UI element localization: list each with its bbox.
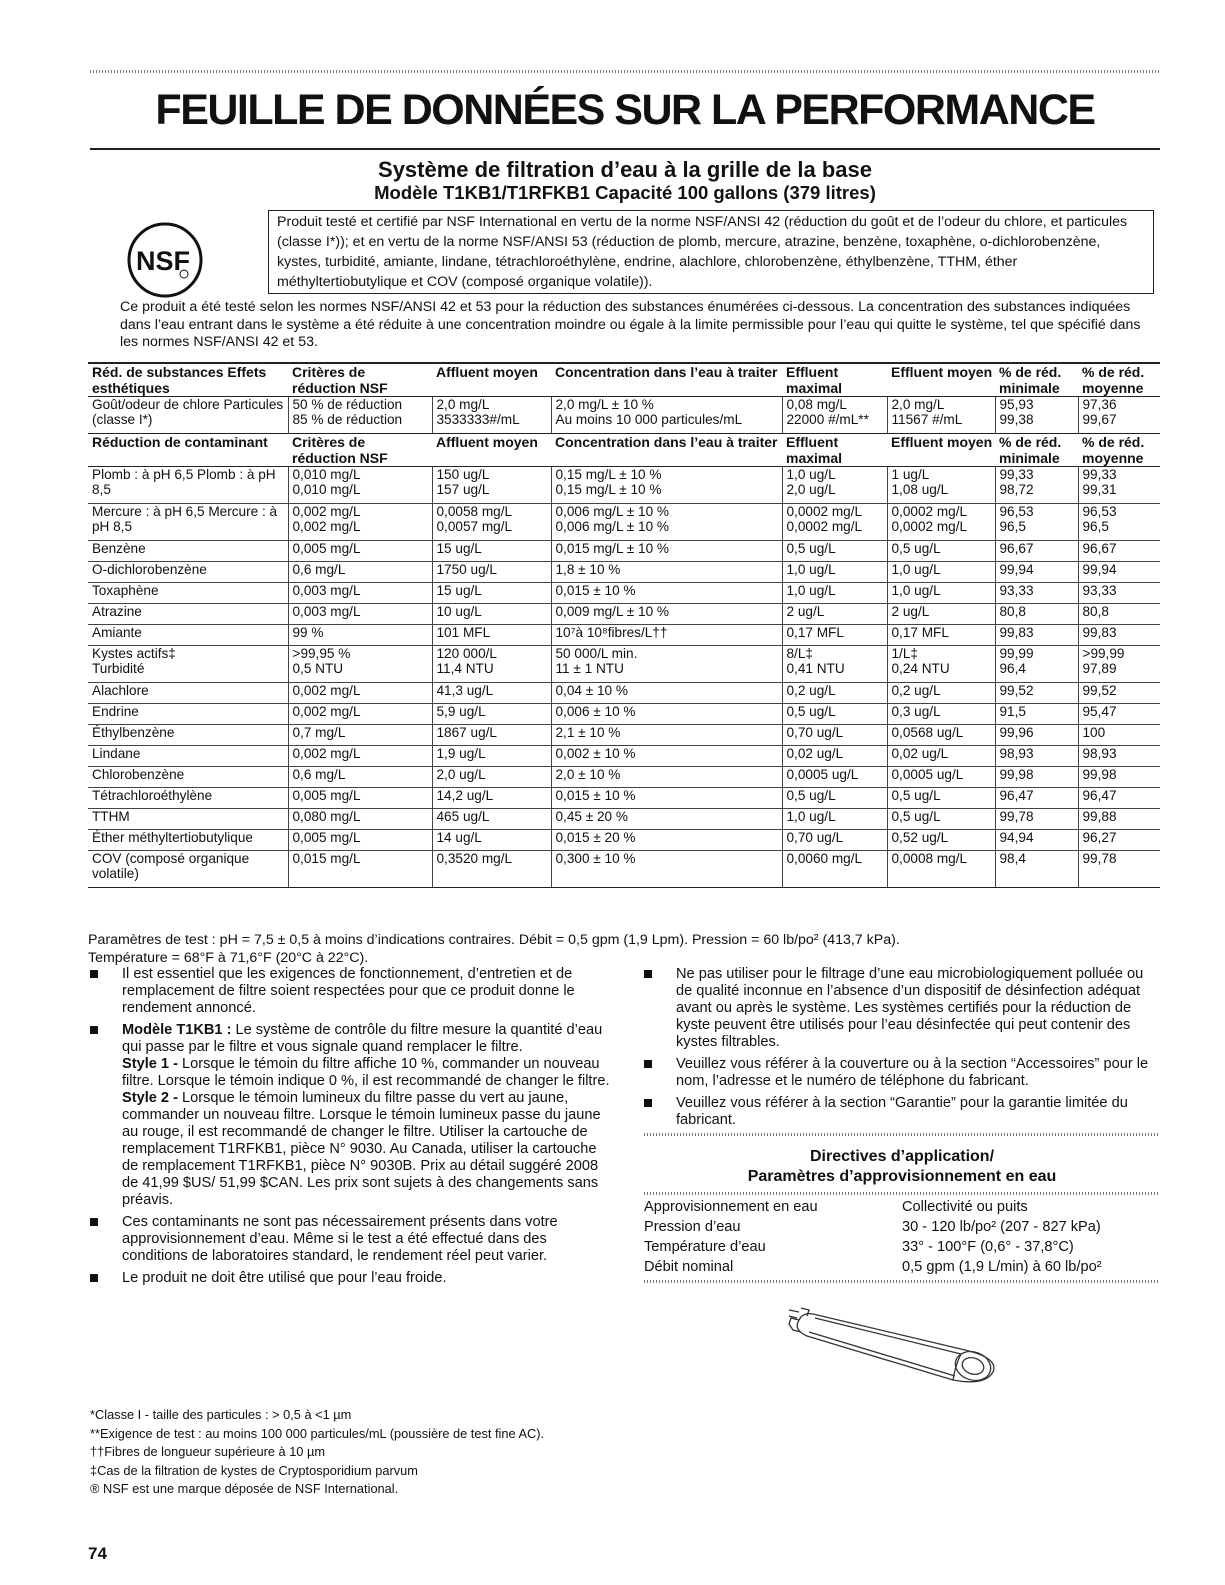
nsf-logo-icon <box>125 220 205 300</box>
table-header-cell: % de réd. minimale <box>995 363 1078 397</box>
title-rule <box>90 148 1160 150</box>
table-cell: 0,300 ± 10 % <box>551 851 782 888</box>
table-cell: 96,47 <box>995 788 1078 809</box>
bullet-item <box>644 1056 1160 1090</box>
table-cell: 2,0 mg/L 11567 #/mL <box>887 397 995 434</box>
directives-title <box>644 1147 1160 1187</box>
table-cell: 96,53 96,5 <box>1078 504 1160 541</box>
table-cell: 98,93 <box>995 746 1078 767</box>
directives-title-line-2: Paramètres d’approvisionnement en eau <box>747 1168 1057 1185</box>
intro-paragraph: Ce produit a été testé selon les normes NSF/ANSI 42 et 53 pour la réduction des substances énumérées ci-dessous. La concentration des substances indiquées dans l’eau entrant dans le système a été réduite à une concentration moindre ou égale à la limite permissible pour l’eau qui quitte le système, tel que spécifié dans les normes NSF/ANSI 42 et 53. <box>120 299 1141 350</box>
table-header-cell: Affluent moyen <box>432 434 551 467</box>
table-cell: 99,98 <box>1078 767 1160 788</box>
table-cell: 99,96 <box>995 725 1078 746</box>
table-cell: 2,0 ug/L <box>432 767 551 788</box>
table-cell: Goût/odeur de chlore Particules (classe I*) <box>92 397 284 427</box>
bullet-item <box>90 1270 610 1287</box>
bullet-text: Veuillez vous référer à la couverture ou à la section “Accessoires” pour le nom, l’adresse et le numéro de téléphone du fabricant. <box>676 1056 1149 1089</box>
table-cell: 0,002 ± 10 % <box>551 746 782 767</box>
style-1-text: Lorsque le témoin du filtre affiche 10 %, commander un nouveau filtre. Lorsque le témoin indique 0 %, il est recommandé de changer le filtre. <box>122 1056 610 1089</box>
table-cell: 41,3 ug/L <box>432 683 551 704</box>
table-cell: 0,5 ug/L <box>782 788 887 809</box>
table-cell: 95,47 <box>1078 704 1160 725</box>
table-cell: 1,0 ug/L <box>782 809 887 830</box>
table-row <box>88 467 1160 504</box>
table-cell: Toxaphène <box>88 583 288 604</box>
right-bullet-column <box>644 966 1160 1134</box>
supply-row <box>644 1257 1160 1277</box>
supply-value: 0,5 gpm (1,9 L/min) à 60 lb/po² <box>902 1259 1102 1275</box>
table-header-cell: % de réd. moyenne <box>1078 363 1160 397</box>
table-cell: 0,17 MFL <box>887 625 995 646</box>
table-cell: 1 ug/L 1,08 ug/L <box>887 467 995 504</box>
nsf-logo-text: NSF <box>136 246 190 276</box>
table-row <box>88 746 1160 767</box>
table-cell: Éthylbenzène <box>88 725 288 746</box>
table-cell: 10 ug/L <box>432 604 551 625</box>
table-cell: 0,0060 mg/L <box>782 851 887 888</box>
bullet-item <box>90 1214 610 1265</box>
table-cell: 99,83 <box>1078 625 1160 646</box>
table-cell: 99,78 <box>1078 851 1160 888</box>
table-cell: 93,33 <box>1078 583 1160 604</box>
table-cell: 50 % de réduction 85 % de réduction <box>288 397 432 434</box>
table-header-row <box>88 434 1160 467</box>
table-header-cell: Effluent moyen <box>887 434 995 467</box>
table-cell: 0,70 ug/L <box>782 830 887 851</box>
table-cell: 99,98 <box>995 767 1078 788</box>
table-cell: COV (composé organique volatile) <box>88 851 288 888</box>
filter-cartridge-icon <box>785 1300 1015 1390</box>
table-cell: 0,0005 ug/L <box>887 767 995 788</box>
table-cell: 0,015 ± 20 % <box>551 830 782 851</box>
square-bullet-icon <box>644 1099 652 1107</box>
table-header-cell: Réd. de substances Effets esthétiques <box>88 363 288 397</box>
section-dotted-rule <box>644 1133 1160 1136</box>
table-row <box>88 504 1160 541</box>
table-cell: Mercure : à pH 6,5 Mercure : à pH 8,5 <box>88 504 288 541</box>
table-cell: 80,8 <box>1078 604 1160 625</box>
table-row <box>88 767 1160 788</box>
certification-box: Produit testé et certifié par NSF International en vertu de la norme NSF/ANSI 42 (réduction du goût et de l’odeur du chlore, et particules (classe I*)); et en vertu de la norme NSF/ANSI 53 (réduction de plomb, mercure, atrazine, benzène, toxaphène, o-dichlorobenzène, kystes, turbidité, amiante, lindane, tétrachloroéthylène, endrine, alachlore, chlorobenzène, éthylbenzène, TTHM, éther méthyltertiobutylique et COV (composé organique volatile)). <box>268 210 1154 294</box>
table-cell: 14 ug/L <box>432 830 551 851</box>
table-cell: 150 ug/L 157 ug/L <box>432 467 551 504</box>
supply-label: Approvisionnement en eau <box>644 1199 818 1215</box>
supply-value: 30 - 120 lb/po² (207 - 827 kPa) <box>902 1219 1101 1235</box>
table-cell: 98,93 <box>1078 746 1160 767</box>
table-cell: 0,17 MFL <box>782 625 887 646</box>
table-cell: 2,0 ± 10 % <box>551 767 782 788</box>
square-bullet-icon <box>644 1060 652 1068</box>
supply-label: Pression d’eau <box>644 1219 741 1235</box>
table-cell: 0,6 mg/L <box>288 562 432 583</box>
table-cell: 0,2 ug/L <box>887 683 995 704</box>
table-cell: 0,52 ug/L <box>887 830 995 851</box>
table-cell: 1,0 ug/L <box>887 583 995 604</box>
table-cell: 0,0005 ug/L <box>782 767 887 788</box>
table-cell: 0,3520 mg/L <box>432 851 551 888</box>
table-row <box>88 851 1160 888</box>
table-cell: 0,005 mg/L <box>288 830 432 851</box>
table-cell: 101 MFL <box>432 625 551 646</box>
table-cell: 97,36 99,67 <box>1078 397 1160 434</box>
table-cell: 2,1 ± 10 % <box>551 725 782 746</box>
table-cell: Lindane <box>88 746 288 767</box>
table-header-cell: Effluent moyen <box>887 363 995 397</box>
table-cell: 0,002 mg/L <box>288 704 432 725</box>
table-cell: 0,005 mg/L <box>288 788 432 809</box>
table-cell: Chlorobenzène <box>88 767 288 788</box>
footnote: *Classe I - taille des particules : > 0,5 à <1 µm <box>90 1407 352 1422</box>
table-cell: 1867 ug/L <box>432 725 551 746</box>
table-cell: 99,52 <box>995 683 1078 704</box>
table-cell: Endrine <box>88 704 288 725</box>
supply-row <box>644 1217 1160 1237</box>
table-header-cell: Concentration dans l’eau à traiter <box>551 363 782 397</box>
table-cell: 0,5 ug/L <box>887 541 995 562</box>
table-cell: 0,002 mg/L <box>288 746 432 767</box>
table-cell: 0,5 ug/L <box>782 541 887 562</box>
table-row <box>88 397 1160 434</box>
table-cell: 0,0568 ug/L <box>887 725 995 746</box>
test-parameters <box>88 931 1160 967</box>
table-cell: 465 ug/L <box>432 809 551 830</box>
table-row <box>88 562 1160 583</box>
table-cell: 1,0 ug/L <box>782 583 887 604</box>
table-cell: 10⁷à 10⁸fibres/L†† <box>551 625 782 646</box>
table-cell: 0,08 mg/L 22000 #/mL** <box>782 397 887 434</box>
bullet-text: Le produit ne doit être utilisé que pour l’eau froide. <box>122 1270 447 1286</box>
supply-parameters-table <box>644 1197 1160 1277</box>
table-cell: 0,02 ug/L <box>887 746 995 767</box>
table-cell: 0,010 mg/L 0,010 mg/L <box>288 467 432 504</box>
square-bullet-icon <box>644 970 652 978</box>
bullet-item <box>644 966 1160 1051</box>
square-bullet-icon <box>90 1026 98 1034</box>
table-cell: 1/L‡ 0,24 NTU <box>887 646 995 683</box>
table-cell: 0,002 mg/L 0,002 mg/L <box>288 504 432 541</box>
table-cell: 0,0002 mg/L 0,0002 mg/L <box>782 504 887 541</box>
table-cell: 99,94 <box>1078 562 1160 583</box>
style-1-heading: Style 1 - <box>122 1056 178 1072</box>
bullet-text: Il est essentiel que les exigences de fonctionnement, d’entretien et de remplacement de filtre soient respectées pour que ce produit donne le rendement annoncé. <box>122 966 575 1016</box>
table-cell: 0,04 ± 10 % <box>551 683 782 704</box>
table-cell: 1,8 ± 10 % <box>551 562 782 583</box>
square-bullet-icon <box>90 1218 98 1226</box>
table-row <box>88 646 1160 683</box>
table-cell: 0,015 mg/L <box>288 851 432 888</box>
table-header-cell: % de réd. minimale <box>995 434 1078 467</box>
supply-value: 33° - 100°F (0,6° - 37,8°C) <box>902 1239 1074 1255</box>
supply-value: Collectivité ou puits <box>902 1199 1028 1215</box>
table-cell: 94,94 <box>995 830 1078 851</box>
left-bullet-column <box>90 966 610 1292</box>
table-cell: 0,0008 mg/L <box>887 851 995 888</box>
table-cell: 96,67 <box>1078 541 1160 562</box>
table-cell: 0,5 ug/L <box>887 809 995 830</box>
page-subtitle: Système de filtration d’eau à la grille de la base <box>378 157 872 182</box>
test-parameters-line-1: Paramètres de test : pH = 7,5 ± 0,5 à moins d’indications contraires. Débit = 0,5 gpm (1,9 Lpm). Pression = 60 lb/po² (413,7 kPa). <box>88 932 900 948</box>
table-cell: 0,015 ± 10 % <box>551 788 782 809</box>
table-cell: 0,003 mg/L <box>288 583 432 604</box>
table-cell: Atrazine <box>88 604 288 625</box>
table-cell: 99,33 99,31 <box>1078 467 1160 504</box>
table-cell: 1750 ug/L <box>432 562 551 583</box>
table-header-cell: % de réd. moyenne <box>1078 434 1160 467</box>
table-cell: 0,015 mg/L ± 10 % <box>551 541 782 562</box>
table-cell: 0,5 ug/L <box>782 704 887 725</box>
table-cell: Tétrachloroéthylène <box>88 788 288 809</box>
table-header-cell: Affluent moyen <box>432 363 551 397</box>
model-capacity-line: Modèle T1KB1/T1RFKB1 Capacité 100 gallons (379 litres) <box>374 182 876 203</box>
table-cell: 99,88 <box>1078 809 1160 830</box>
table-cell: 0,3 ug/L <box>887 704 995 725</box>
table-cell: 99,52 <box>1078 683 1160 704</box>
table-row <box>88 725 1160 746</box>
bullet-item <box>90 966 610 1017</box>
table-cell: 8/L‡ 0,41 NTU <box>782 646 887 683</box>
table-cell: 0,006 mg/L ± 10 % 0,006 mg/L ± 10 % <box>551 504 782 541</box>
table-cell: 1,9 ug/L <box>432 746 551 767</box>
table-row <box>88 583 1160 604</box>
table-cell: Éther méthyltertiobutylique <box>88 830 288 851</box>
table-cell: 96,67 <box>995 541 1078 562</box>
square-bullet-icon <box>90 1274 98 1282</box>
table-cell: 0,080 mg/L <box>288 809 432 830</box>
table-cell: O-dichlorobenzène <box>88 562 288 583</box>
table-cell: 0,5 ug/L <box>887 788 995 809</box>
table-cell: 0,005 mg/L <box>288 541 432 562</box>
supply-label: Débit nominal <box>644 1259 734 1275</box>
test-parameters-line-2: Température = 68°F à 71,6°F (20°C à 22°C). <box>88 950 369 966</box>
table-cell: 99,83 <box>995 625 1078 646</box>
table-cell: 5,9 ug/L <box>432 704 551 725</box>
style-2-heading: Style 2 - <box>122 1090 178 1106</box>
table-cell: 0,70 ug/L <box>782 725 887 746</box>
table-header-cell: Effluent maximal <box>782 434 887 467</box>
table-cell: 99 % <box>288 625 432 646</box>
performance-table <box>88 362 1160 888</box>
table-cell: 15 ug/L <box>432 583 551 604</box>
table-cell: Kystes actifs‡ Turbidité <box>88 646 288 683</box>
table-header-cell: Critères de réduction NSF <box>288 363 432 397</box>
supply-row <box>644 1197 1160 1217</box>
bullet-heading: Modèle T1KB1 : <box>122 1022 232 1038</box>
top-dotted-rule <box>90 70 1160 73</box>
table-row <box>88 704 1160 725</box>
supply-row <box>644 1237 1160 1257</box>
table-cell: 0,2 ug/L <box>782 683 887 704</box>
table-row <box>88 788 1160 809</box>
table-cell: 0,0002 mg/L 0,0002 mg/L <box>887 504 995 541</box>
table-cell: 0,45 ± 20 % <box>551 809 782 830</box>
footnote: ‡Cas de la filtration de kystes de Cryptosporidium parvum <box>90 1462 418 1478</box>
table-cell: 14,2 ug/L <box>432 788 551 809</box>
table-cell: TTHM <box>88 809 288 830</box>
table-cell: 1,0 ug/L 2,0 ug/L <box>782 467 887 504</box>
table-row <box>88 625 1160 646</box>
table-cell: 15 ug/L <box>432 541 551 562</box>
table-row <box>88 541 1160 562</box>
table-row <box>88 604 1160 625</box>
table-cell: 98,4 <box>995 851 1078 888</box>
table-cell: 0,003 mg/L <box>288 604 432 625</box>
bullet-text: Ne pas utiliser pour le filtrage d’une eau microbiologiquement polluée ou de qualité inconnue en l’absence d’un dispositif de désinfection adéquat avant ou après le système. Les systèmes certifiés pour la réduction de kyste peuvent être utilisés pour l’eau désinfectée qui peut contenir des kystes filtrables. <box>676 966 1144 1050</box>
table-header-cell: Critères de réduction NSF <box>288 434 432 467</box>
bullet-text: Le système de contrôle du filtre mesure la quantité d’eau qui passe par le filtre et vous signale quand remplacer le filtre. <box>122 1022 603 1055</box>
bullet-item <box>644 1095 1160 1129</box>
page-title: FEUILLE DE DONNÉES SUR LA PERFORMANCE <box>155 86 1095 134</box>
section-dotted-rule <box>644 1280 1160 1283</box>
table-row <box>88 809 1160 830</box>
table-cell: 0,0058 mg/L 0,0057 mg/L <box>432 504 551 541</box>
table-cell: Plomb : à pH 6,5 Plomb : à pH 8,5 <box>92 467 276 497</box>
table-cell: 0,015 ± 10 % <box>551 583 782 604</box>
footnote: ® NSF est une marque déposée de NSF International. <box>90 1481 399 1496</box>
table-cell: 99,33 98,72 <box>995 467 1078 504</box>
table-cell: 2 ug/L <box>887 604 995 625</box>
table-cell: 0,7 mg/L <box>288 725 432 746</box>
table-cell: 0,002 mg/L <box>288 683 432 704</box>
supply-label: Température d’eau <box>644 1239 766 1255</box>
table-cell: 0,006 ± 10 % <box>551 704 782 725</box>
table-cell: >99,99 97,89 <box>1078 646 1160 683</box>
table-cell: 91,5 <box>995 704 1078 725</box>
table-cell: 2,0 mg/L ± 10 % Au moins 10 000 particules/mL <box>551 397 782 434</box>
table-cell: 80,8 <box>995 604 1078 625</box>
table-cell: 50 000/L min. 11 ± 1 NTU <box>551 646 782 683</box>
table-cell: Alachlore <box>88 683 288 704</box>
table-header-cell: Effluent maximal <box>782 363 887 397</box>
table-cell: 96,27 <box>1078 830 1160 851</box>
square-bullet-icon <box>90 970 98 978</box>
table-header-row <box>88 363 1160 397</box>
table-cell: Amiante <box>88 625 288 646</box>
bullet-text: Ces contaminants ne sont pas nécessairement présents dans votre approvisionnement d’eau. Même si le test a été effectué dans des conditions de laboratoires standard, le rendement réel peut varier. <box>122 1214 558 1264</box>
table-cell: 0,6 mg/L <box>288 767 432 788</box>
table-cell: 1,0 ug/L <box>887 562 995 583</box>
table-header-cell: Réduction de contaminant <box>88 434 288 467</box>
table-cell: 2,0 mg/L 3533333#/mL <box>432 397 551 434</box>
table-cell: 0,009 mg/L ± 10 % <box>551 604 782 625</box>
table-cell: 99,94 <box>995 562 1078 583</box>
table-cell: 99,99 96,4 <box>995 646 1078 683</box>
footnote: ††Fibres de longueur supérieure à 10 µm <box>90 1444 326 1459</box>
footnotes <box>90 1406 544 1499</box>
bullet-item <box>90 1022 610 1209</box>
footnote: **Exigence de test : au moins 100 000 particules/mL (poussière de test fine AC). <box>90 1425 545 1441</box>
table-cell: 2 ug/L <box>782 604 887 625</box>
directives-title-line-1: Directives d’application/ <box>809 1148 995 1165</box>
table-cell: 96,47 <box>1078 788 1160 809</box>
table-cell: 120 000/L 11,4 NTU <box>432 646 551 683</box>
table-cell: >99,95 % 0,5 NTU <box>288 646 432 683</box>
table-header-cell: Concentration dans l’eau à traiter <box>551 434 782 467</box>
table-cell: Benzène <box>88 541 288 562</box>
table-cell: 100 <box>1078 725 1160 746</box>
table-cell: 99,78 <box>995 809 1078 830</box>
page-number: 74 <box>88 1544 107 1563</box>
table-cell: 0,02 ug/L <box>782 746 887 767</box>
table-row <box>88 683 1160 704</box>
table-row <box>88 830 1160 851</box>
table-cell: 93,33 <box>995 583 1078 604</box>
table-cell: 95,93 99,38 <box>995 397 1078 434</box>
bullet-text: Veuillez vous référer à la section “Garantie” pour la garantie limitée du fabricant. <box>676 1095 1128 1128</box>
table-cell: 0,15 mg/L ± 10 % 0,15 mg/L ± 10 % <box>551 467 782 504</box>
table-cell: 1,0 ug/L <box>782 562 887 583</box>
table-cell: 96,53 96,5 <box>995 504 1078 541</box>
style-2-text: Lorsque le témoin lumineux du filtre passe du vert au jaune, commander un nouveau filtre. Lorsque le témoin lumineux passe du jaune au rouge, il est recommandé de changer le filtre. Utiliser la cartouche de remplacement T1RFKB1, pièce N° 9030. Au Canada, utiliser la cartouche de remplacement T1RFKB1, pièce N° 9030B. Prix au détail suggéré 2008 de 41,99 $US/ 51,99 $CAN. Les prix sont sujets à des changements sans préavis. <box>122 1090 601 1208</box>
section-dotted-rule <box>644 1192 1160 1195</box>
